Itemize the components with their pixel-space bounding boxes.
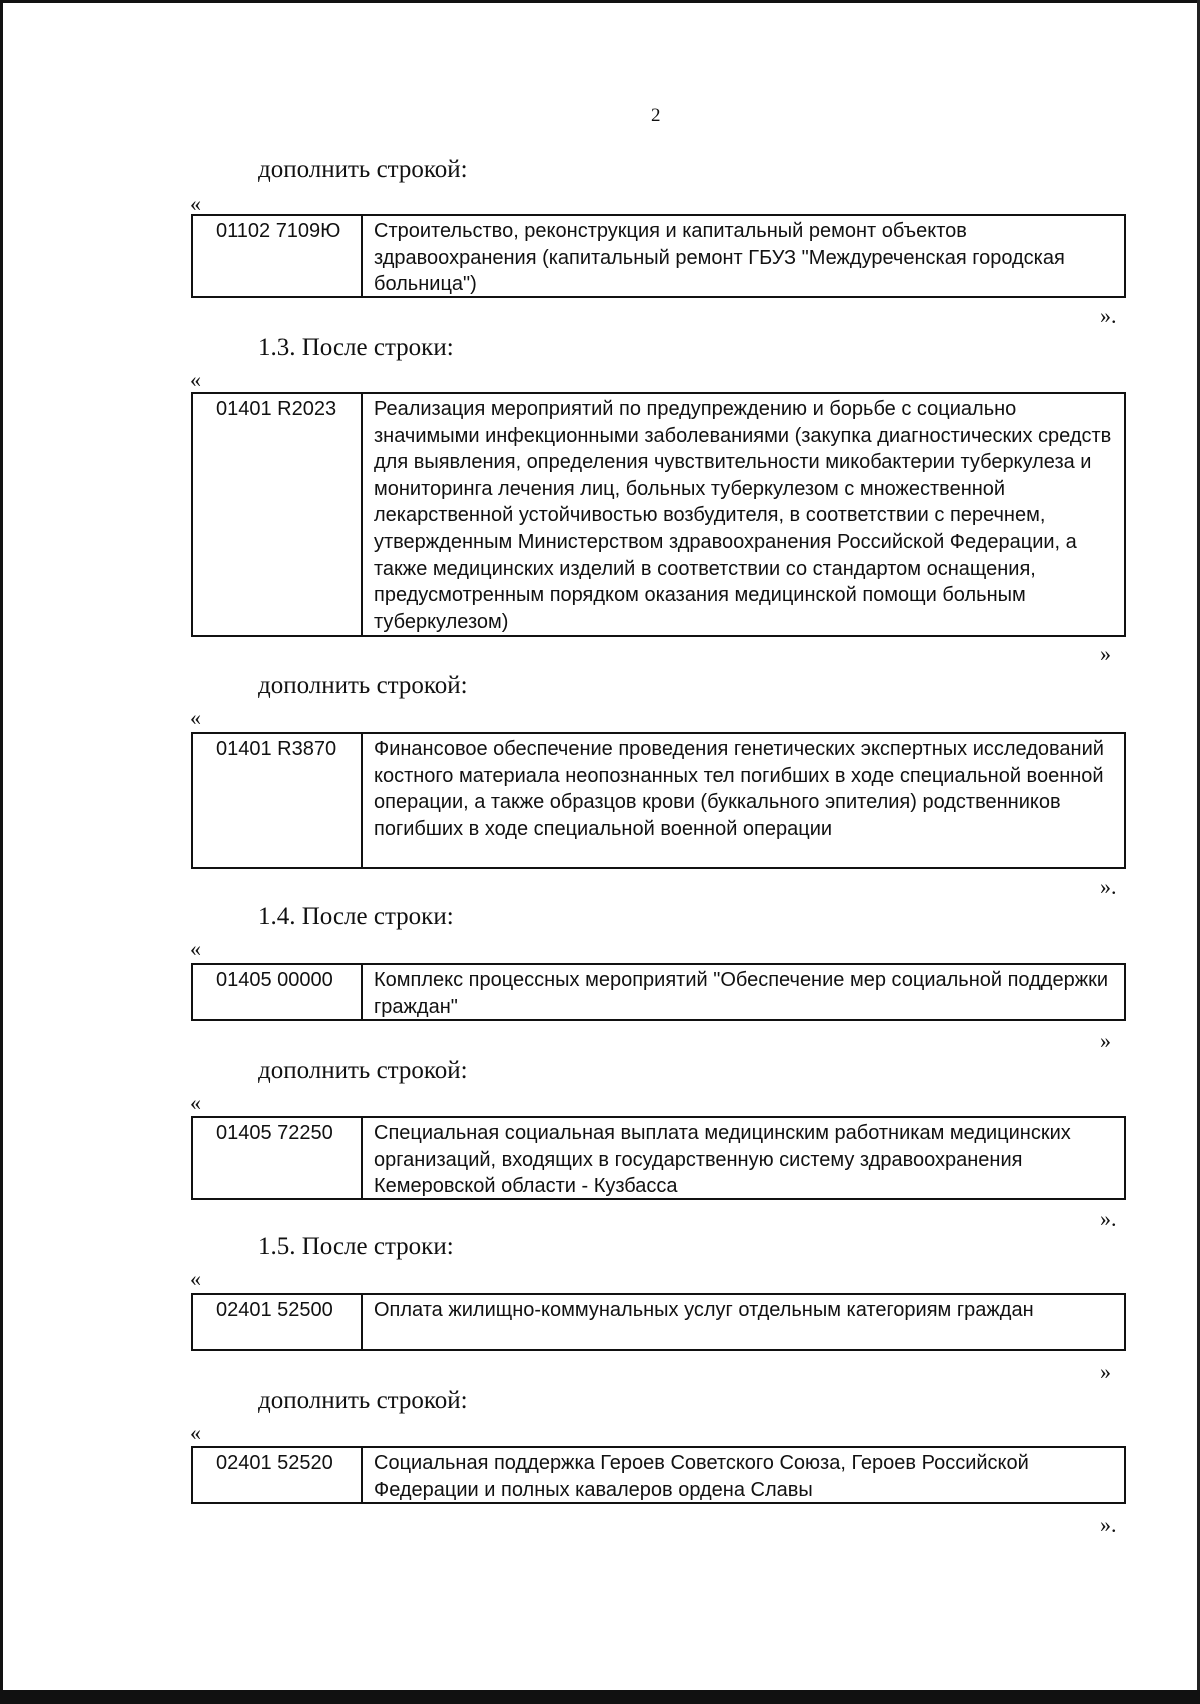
page-border-bottom — [0, 1690, 1200, 1704]
table-row — [191, 392, 1126, 637]
table-row — [191, 1293, 1126, 1351]
page-border-left — [0, 0, 3, 1704]
close-quote: ». — [1100, 303, 1117, 328]
row-code: 01401 R3870 — [193, 734, 363, 867]
table-row — [191, 1446, 1126, 1504]
block-heading: дополнить строкой: — [258, 156, 468, 183]
open-quote: « — [190, 705, 201, 730]
close-quote: » — [1100, 1028, 1111, 1053]
open-quote: « — [190, 1266, 201, 1291]
table-row — [191, 214, 1126, 298]
close-quote: » — [1100, 1359, 1111, 1384]
row-code: 01405 00000 — [193, 965, 363, 1019]
open-quote: « — [190, 191, 201, 216]
block-heading: дополнить строкой: — [258, 672, 468, 699]
row-code: 01102 7109Ю — [193, 216, 363, 296]
block-heading: 1.4. После строки: — [258, 903, 454, 930]
open-quote: « — [190, 936, 201, 961]
block-heading: 1.3. После строки: — [258, 334, 454, 361]
table-row — [191, 963, 1126, 1021]
row-description: Строительство, реконструкция и капитальный ремонт объектов здравоохранения (капитальный ремонт ГБУЗ "Междуреченская городская больница") — [374, 220, 1065, 296]
block-heading: дополнить строкой: — [258, 1387, 468, 1414]
row-code: 01405 72250 — [193, 1118, 363, 1198]
table-row — [191, 1116, 1126, 1200]
row-description: Оплата жилищно-коммунальных услуг отдельным категориям граждан — [374, 1299, 1034, 1321]
page-border-top — [0, 0, 1200, 3]
row-description: Реализация мероприятий по предупреждению и борьбе с социально значимыми инфекционными заболеваниями (закупка диагностических средств для выявления, определения чувствительности микобактерии туберкулеза и мониторинга лечения лиц, больных туберкулезом с множественной лекарственной устойчивостью возбудителя, в соответствии с перечнем, утвержденным Министерством здравоохранения Российской Федерации, а также медицинских изделий в соответствии со стандартом оснащения, предусмотренным порядком оказания медицинской помощи больным туберкулезом) — [374, 398, 1112, 633]
table-row — [191, 732, 1126, 869]
open-quote: « — [190, 1090, 201, 1115]
open-quote: « — [190, 367, 201, 392]
row-code: 01401 R2023 — [193, 394, 363, 635]
close-quote: ». — [1100, 1206, 1117, 1231]
close-quote: » — [1100, 641, 1111, 666]
page-number: 2 — [651, 105, 661, 126]
block-heading: 1.5. После строки: — [258, 1233, 454, 1260]
open-quote: « — [190, 1420, 201, 1445]
row-description: Социальная поддержка Героев Советского Союза, Героев Российской Федерации и полных кавалеров ордена Славы — [374, 1452, 1029, 1501]
close-quote: ». — [1100, 1512, 1117, 1537]
row-description: Комплекс процессных мероприятий "Обеспечение мер социальной поддержки граждан" — [374, 969, 1108, 1018]
block-heading: дополнить строкой: — [258, 1057, 468, 1084]
close-quote: ». — [1100, 874, 1117, 899]
row-code: 02401 52520 — [193, 1448, 363, 1502]
row-description: Специальная социальная выплата медицинским работникам медицинских организаций, входящих в государственную систему здравоохранения Кемеровской области - Кузбасса — [374, 1122, 1071, 1198]
row-code: 02401 52500 — [193, 1295, 363, 1349]
row-description: Финансовое обеспечение проведения генетических экспертных исследований костного материала неопознанных тел погибших в ходе специальной военной операции, а также образцов крови (буккального эпителия) родственников погибших в ходе специальной военной операции — [374, 738, 1104, 840]
